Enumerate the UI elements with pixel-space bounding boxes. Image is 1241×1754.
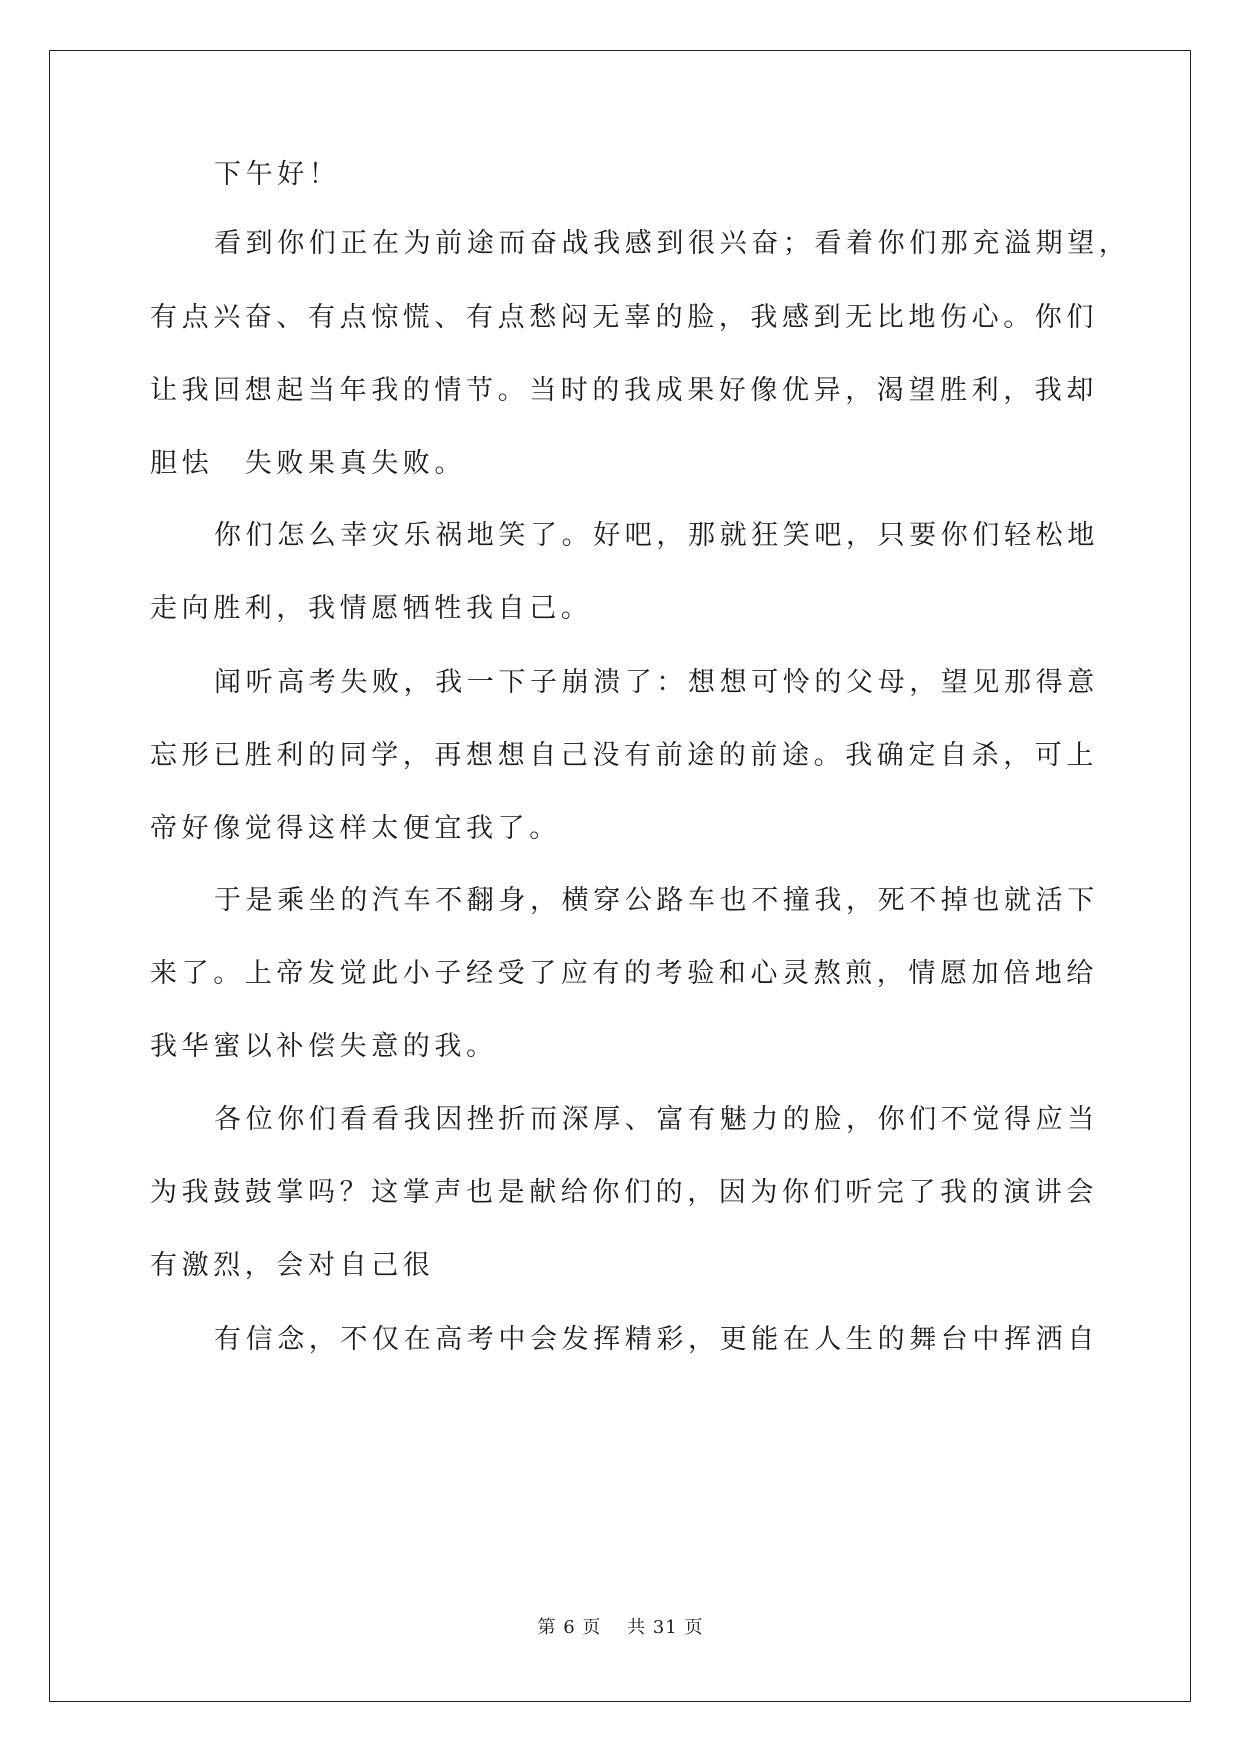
text-line: 各位你们看看我因挫折而深厚、富有魅力的脸，你们不觉得应当 xyxy=(214,1104,1099,1135)
text-line: 我华蜜以补偿失意的我。 xyxy=(150,1031,498,1062)
text-line: 闻听高考失败，我一下子崩溃了：想想可怜的父母，望见那得意 xyxy=(214,667,1099,698)
page-number-footer: 第 6 页 共 31 页 xyxy=(537,1617,704,1638)
text-line: 于是乘坐的汽车不翻身，横穿公路车也不撞我，死不掉也就活下 xyxy=(214,885,1099,916)
text-line: 走向胜利，我情愿牺牲我自己。 xyxy=(150,593,593,624)
text-line: 有信念，不仅在高考中会发挥精彩，更能在人生的舞台中挥洒自 xyxy=(214,1324,1099,1355)
text-line: 有点兴奋、有点惊慌、有点愁闷无辜的脸，我感到无比地伤心。你们 xyxy=(150,302,1098,333)
page-border xyxy=(49,50,1191,1702)
text-line: 忘形已胜利的同学，再想想自己没有前途的前途。我确定自杀，可上 xyxy=(150,740,1098,771)
text-line: 让我回想起当年我的情节。当时的我成果好像优异，渴望胜利，我却 xyxy=(150,375,1098,406)
text-line: 帝好像觉得这样太便宜我了。 xyxy=(150,813,561,844)
text-line: 胆怯 失败果真失败。 xyxy=(150,448,466,479)
text-line: 为我鼓鼓掌吗？这掌声也是献给你们的，因为你们听完了我的演讲会 xyxy=(150,1177,1098,1208)
text-line: 有激烈，会对自己很 xyxy=(150,1250,435,1281)
text-line-greeting: 下午好！ xyxy=(214,159,341,190)
text-line: 来了。上帝发觉此小子经受了应有的考验和心灵熬煎，情愿加倍地给 xyxy=(150,958,1098,989)
text-line: 你们怎么幸灾乐祸地笑了。好吧，那就狂笑吧，只要你们轻松地 xyxy=(214,520,1099,551)
text-line: 看到你们正在为前途而奋战我感到很兴奋；看着你们那充溢期望， xyxy=(214,228,1131,259)
